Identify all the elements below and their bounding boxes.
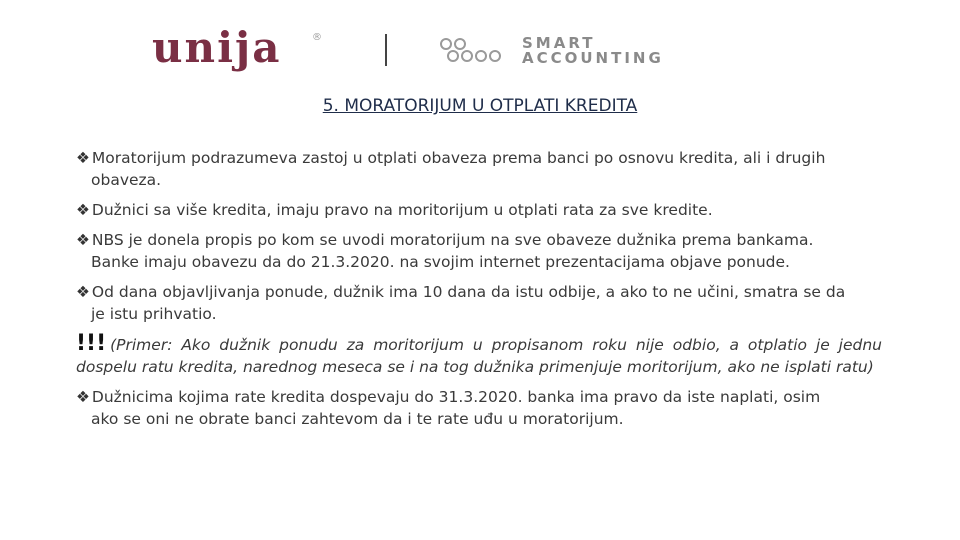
diamond-bullet-icon: ❖ — [76, 388, 90, 406]
paragraph-continuation: Banke imaju obavezu da do 21.3.2020. na svojim internet prezentacijama objave ponude. — [91, 253, 790, 271]
paragraph-ponuda — [76, 281, 882, 325]
diamond-bullet-icon: ❖ — [76, 231, 90, 249]
paragraph-duznici — [76, 199, 882, 221]
diamond-bullet-icon: ❖ — [76, 201, 90, 219]
paragraph-text: Dužnicima kojima rate kredita dospevaju do 31.3.2020. banka ima pravo da iste naplati, osim — [91, 388, 821, 406]
paragraph-continuation: ako se oni ne obrate banci zahtevom da i te rate uđu u moratorijum. — [91, 410, 624, 428]
slide-title: 5. MORATORIJUM U OTPLATI KREDITA — [322, 96, 638, 116]
diamond-bullet-icon: ❖ — [76, 283, 90, 301]
header — [0, 0, 960, 80]
smart-accounting-text — [522, 36, 752, 66]
paragraph-continuation: je istu prihvatio. — [91, 305, 217, 323]
paragraph-continuation: obaveza. — [91, 171, 162, 189]
unija-logo-text: unija — [152, 23, 282, 72]
paragraph-text: Od dana objavljivanja ponude, dužnik ima 10 dana da istu odbije, a ako to ne učini, smatra se da — [91, 283, 846, 301]
paragraph-nbs — [76, 229, 882, 273]
slide-content — [76, 147, 882, 438]
logo-divider — [385, 34, 387, 66]
paragraph-text: podrazumeva zastoj u otplati obaveza prema banci po osnovu kredita, ali i drugih — [186, 149, 826, 167]
smart-accounting-dots-icon — [438, 36, 502, 66]
example-note — [76, 333, 882, 378]
smart-text: SMART — [522, 34, 596, 52]
accounting-text: ACCOUNTING — [522, 49, 664, 67]
exclamation-mark: !!! — [76, 331, 107, 356]
paragraph-text: Dužnici sa više kredita, imaju pravo na moritorijum u otplati rata za sve kredite. — [91, 201, 713, 219]
keyword-moratorijum: Moratorijum — [91, 149, 187, 167]
diamond-bullet-icon: ❖ — [76, 149, 90, 167]
registered-mark: ® — [312, 32, 322, 43]
unija-logo — [152, 23, 322, 72]
paragraph-moratorijum — [76, 147, 882, 191]
paragraph-text: NBS je donela propis po kom se uvodi moratorijum na sve obaveze dužnika prema bankama. — [91, 231, 814, 249]
paragraph-dospevaju — [76, 386, 882, 430]
example-text: (Primer: Ako dužnik ponudu za moritorijum u propisanom roku nije odbio, a otplatio je jednu dospelu ratu kredita, narednog meseca se i na tog dužnika primenjuje moritorijum, ako ne isplati ratu) — [76, 336, 882, 376]
